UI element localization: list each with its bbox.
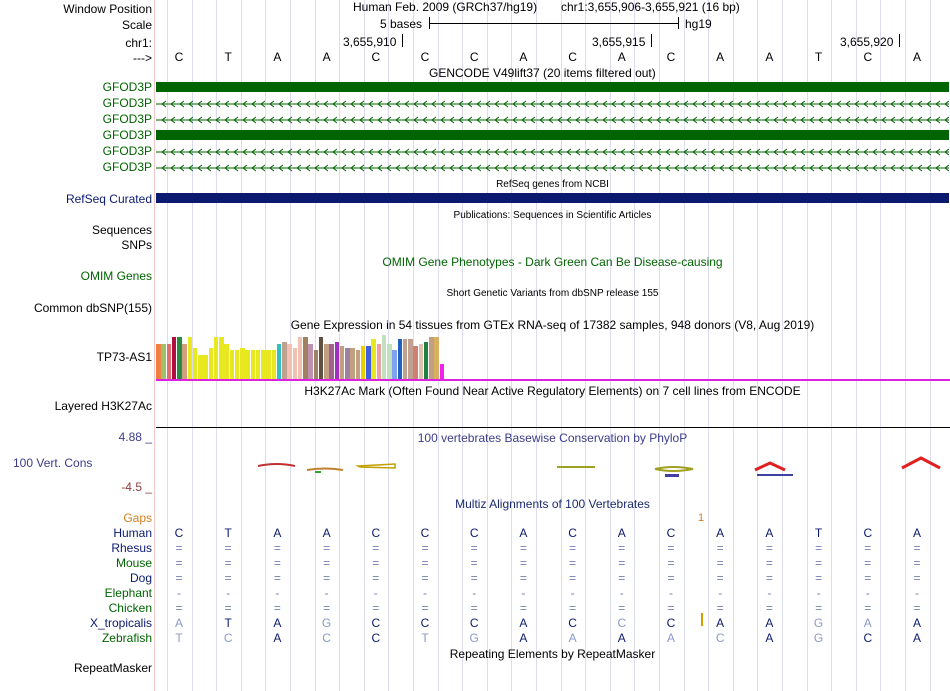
alignment-insertion-marker [701, 613, 703, 626]
alignment-base: = [175, 571, 183, 585]
gencode-exon-feature[interactable] [156, 82, 949, 92]
alignment-base: C [420, 526, 430, 540]
alignment-base: = [815, 601, 823, 615]
gtex-gene-label[interactable]: TP73-AS1 [96, 350, 152, 364]
refseq-track-title[interactable]: RefSeq genes from NCBI [496, 179, 609, 190]
alignment-base: = [372, 601, 380, 615]
gtex-tissue-bar[interactable] [361, 346, 366, 379]
alignment-base: = [618, 556, 626, 570]
alignment-base: = [519, 601, 527, 615]
alignment-base: - [619, 586, 624, 600]
dbsnp-track-label[interactable]: Common dbSNP(155) [33, 301, 152, 315]
position-tick-mark [899, 34, 900, 47]
alignment-base: A [765, 631, 774, 645]
gencode-exon-feature[interactable] [156, 130, 949, 140]
gencode-item-label[interactable]: GFOD3P [102, 112, 152, 126]
alignment-base: G [813, 616, 824, 630]
track-label-pane [0, 0, 155, 691]
alignment-base: = [815, 571, 823, 585]
gtex-tissue-bar[interactable] [371, 339, 376, 379]
alignment-base: T [175, 631, 183, 645]
gtex-tissue-bar[interactable] [156, 344, 161, 379]
species-label[interactable]: Chicken [108, 601, 152, 615]
alignment-base: = [421, 556, 429, 570]
alignment-base: = [815, 541, 823, 555]
alignment-base: - [767, 586, 772, 600]
alignment-base: A [273, 631, 282, 645]
dna-base: A [912, 50, 921, 64]
phylop-ymin-label: -4.5 _ [121, 480, 152, 494]
alignment-base: = [913, 571, 921, 585]
scale-db-label: hg19 [685, 17, 712, 31]
alignment-base: A [617, 631, 626, 645]
alignment-base: = [716, 571, 724, 585]
alignment-base: T [224, 526, 232, 540]
gencode-item-label[interactable]: GFOD3P [102, 128, 152, 142]
alignment-base: A [765, 526, 774, 540]
gencode-item-label[interactable]: GFOD3P [102, 80, 152, 94]
dna-base: T [814, 50, 823, 64]
alignment-base: C [715, 631, 725, 645]
alignment-base: C [469, 526, 479, 540]
window-position-label: Window Position [63, 2, 152, 16]
alignment-base: = [519, 571, 527, 585]
alignment-base: = [765, 571, 773, 585]
gtex-tissue-bar[interactable] [324, 344, 329, 379]
gtex-tissue-bar[interactable] [308, 344, 313, 379]
alignment-base: = [323, 556, 331, 570]
dna-base: T [224, 50, 232, 64]
gtex-tissue-bar[interactable] [429, 337, 434, 379]
alignment-base: = [175, 601, 183, 615]
alignment-base: A [273, 526, 282, 540]
alignment-base: A [519, 616, 528, 630]
gtex-tissue-bar[interactable] [440, 364, 445, 379]
gencode-intron-feature[interactable] [156, 146, 949, 156]
alignment-base: G [469, 631, 479, 645]
alignment-base: = [618, 541, 626, 555]
alignment-base: = [716, 601, 724, 615]
alignment-base: A [716, 526, 725, 540]
alignment-base: = [470, 571, 478, 585]
alignment-base: = [273, 601, 281, 615]
position-tick-mark [651, 34, 652, 47]
phylop-track-label[interactable]: 100 Vert. Cons [13, 456, 93, 470]
alignment-base: A [273, 616, 282, 630]
gtex-tissue-bar[interactable] [293, 348, 298, 379]
gtex-tissue-bar[interactable] [161, 344, 166, 379]
dna-base: C [371, 50, 381, 64]
alignment-base: = [224, 541, 232, 555]
alignment-base: T [814, 526, 823, 540]
gtex-tissue-bar[interactable] [382, 335, 387, 379]
alignment-base: = [765, 556, 773, 570]
repeatmasker-track-title[interactable]: Repeating Elements by RepeatMasker [449, 647, 656, 661]
alignment-base: A [912, 526, 921, 540]
gencode-intron-feature[interactable] [156, 114, 949, 124]
alignment-base: = [864, 571, 872, 585]
gtex-tissue-bar[interactable] [193, 348, 198, 379]
gtex-tissue-bar[interactable] [392, 350, 397, 379]
refseq-track-label[interactable]: RefSeq Curated [65, 192, 152, 206]
gtex-tissue-bar[interactable] [303, 337, 308, 379]
h3k27ac-baseline [156, 427, 950, 428]
species-label[interactable]: X_tropicalis [89, 616, 152, 630]
species-label[interactable]: Elephant [104, 586, 152, 600]
alignment-base: C [420, 616, 430, 630]
publications-snps-label[interactable]: SNPs [121, 238, 152, 252]
alignment-base: - [816, 586, 821, 600]
gtex-tissue-bar[interactable] [298, 337, 303, 379]
alignment-base: - [177, 586, 181, 600]
alignment-base: A [174, 616, 183, 630]
alignment-base: A [322, 526, 331, 540]
alignment-base: - [423, 586, 427, 600]
phylop-ymax-label: 4.88 _ [118, 430, 152, 444]
alignment-base: = [273, 571, 281, 585]
alignment-base: T [224, 616, 232, 630]
alignment-base: C [371, 616, 381, 630]
dna-base: C [568, 50, 577, 64]
alignment-base: - [472, 586, 477, 600]
gtex-tissue-bar[interactable] [224, 344, 229, 379]
gtex-tissue-bar[interactable] [272, 350, 277, 379]
species-label[interactable]: Zebrafish [101, 631, 152, 645]
h3k27ac-track-title[interactable]: H3K27Ac Mark (Often Found Near Active Regulatory Elements) on 7 cell lines from ENCODE [304, 384, 801, 398]
phylop-conservation-glyphs[interactable] [155, 455, 950, 480]
alignment-base: C [863, 631, 873, 645]
gtex-tissue-bar[interactable] [172, 337, 177, 379]
alignment-base: C [617, 616, 627, 630]
alignment-base: = [372, 556, 380, 570]
alignment-base: - [915, 586, 919, 600]
alignment-base: = [372, 541, 380, 555]
gencode-intron-feature[interactable] [156, 98, 949, 108]
alignment-base: = [716, 556, 724, 570]
gtex-tissue-bar[interactable] [282, 342, 287, 379]
gtex-tissue-bar[interactable] [350, 348, 355, 379]
alignment-base: C [666, 526, 676, 540]
gtex-tissue-bar[interactable] [356, 350, 361, 379]
alignment-base: = [765, 601, 773, 615]
alignment-base: = [667, 601, 675, 615]
gtex-tissue-bar[interactable] [245, 350, 250, 379]
alignment-base: = [569, 571, 577, 585]
repeatmasker-track-label[interactable]: RepeatMasker [73, 661, 152, 675]
alignment-base: = [667, 556, 675, 570]
alignment-base: - [324, 586, 329, 600]
alignment-base: A [765, 616, 774, 630]
alignment-base: C [863, 526, 873, 540]
alignment-base: = [175, 556, 183, 570]
alignment-base: = [864, 541, 872, 555]
gencode-intron-feature[interactable] [156, 162, 949, 172]
gtex-tissue-bar[interactable] [240, 348, 245, 379]
refseq-gene-feature[interactable] [156, 193, 949, 203]
omim-track-label[interactable]: OMIM Genes [80, 269, 152, 283]
scale-bar-right-tick [678, 17, 679, 29]
gtex-tissue-bar[interactable] [182, 344, 187, 379]
assembly-title: Human Feb. 2009 (GRCh37/hg19) [353, 0, 538, 14]
alignment-base: = [273, 556, 281, 570]
alignment-base: = [815, 556, 823, 570]
alignment-base: A [912, 631, 921, 645]
dna-base: C [666, 50, 676, 64]
gtex-tissue-bar[interactable] [424, 342, 429, 379]
species-label[interactable]: Mouse [115, 556, 152, 570]
alignment-base: C [223, 631, 233, 645]
chrom-label: chr1: [125, 36, 152, 50]
gtex-tissue-bar[interactable] [256, 350, 261, 379]
gtex-tissue-bar[interactable] [345, 348, 350, 379]
alignment-base: C [174, 526, 184, 540]
alignment-base: = [421, 571, 429, 585]
gtex-tissue-bar[interactable] [261, 350, 266, 379]
alignment-base: = [667, 571, 675, 585]
alignment-base: = [224, 571, 232, 585]
alignment-base: = [667, 541, 675, 555]
alignment-base: = [372, 571, 380, 585]
gtex-tissue-bar[interactable] [340, 346, 345, 379]
gtex-tissue-bar[interactable] [188, 337, 193, 379]
alignment-base: A [519, 526, 528, 540]
scale-label: Scale [121, 18, 152, 32]
gtex-baseline [156, 379, 950, 381]
alignment-base: = [618, 571, 626, 585]
alignment-base: C [568, 616, 577, 630]
alignment-base: = [569, 541, 577, 555]
alignment-base: - [521, 586, 526, 600]
gtex-track-title[interactable]: Gene Expression in 54 tissues from GTEx RNA-seq of 17382 samples, 948 donors (V8, Aug 2019) [290, 318, 815, 332]
alignment-base: - [865, 586, 870, 600]
gtex-tissue-bar[interactable] [314, 350, 319, 379]
strand-arrow-label[interactable]: ---> [133, 51, 152, 65]
alignment-base: A [716, 616, 725, 630]
dna-base: A [617, 50, 626, 64]
position-tick-label: 3,655,920 [840, 35, 894, 49]
alignment-base: = [175, 541, 183, 555]
gtex-expression-bars[interactable] [156, 333, 950, 379]
gencode-item-label[interactable]: GFOD3P [102, 96, 152, 110]
alignment-base: C [371, 631, 381, 645]
gtex-tissue-bar[interactable] [335, 342, 340, 379]
dna-base: A [322, 50, 331, 64]
dna-base: A [273, 50, 282, 64]
alignment-base: = [519, 541, 527, 555]
multiz-track-title[interactable]: Multiz Alignments of 100 Vertebrates [455, 497, 650, 511]
dna-base: C [469, 50, 479, 64]
species-label[interactable]: Human [113, 526, 152, 540]
gtex-tissue-bar[interactable] [319, 337, 324, 379]
gtex-tissue-bar[interactable] [387, 344, 392, 379]
alignment-base: = [569, 556, 577, 570]
gtex-tissue-bar[interactable] [214, 337, 219, 379]
omim-track-title[interactable]: OMIM Gene Phenotypes - Dark Green Can Be Disease-causing [382, 255, 723, 269]
dna-base: C [420, 50, 430, 64]
gtex-tissue-bar[interactable] [167, 344, 172, 379]
alignment-base: = [470, 556, 478, 570]
gtex-tissue-bar[interactable] [251, 350, 256, 379]
publications-sequences-label[interactable]: Sequences [91, 223, 152, 237]
scale-bar-line [429, 23, 679, 24]
alignment-base: = [864, 601, 872, 615]
alignment-base: C [469, 616, 479, 630]
gencode-item-label[interactable]: GFOD3P [102, 144, 152, 158]
gtex-tissue-bar[interactable] [203, 355, 208, 379]
gaps-label: Gaps [123, 511, 152, 525]
gtex-tissue-bar[interactable] [219, 337, 224, 379]
gtex-tissue-bar[interactable] [398, 339, 403, 379]
gtex-tissue-bar[interactable] [277, 344, 282, 379]
gencode-item-label[interactable]: GFOD3P [102, 160, 152, 174]
dna-base: A [716, 50, 725, 64]
dna-base: C [863, 50, 873, 64]
alignment-base: A [568, 631, 577, 645]
alignment-base: = [569, 601, 577, 615]
position-tick-mark [402, 34, 403, 47]
alignment-base: T [421, 631, 429, 645]
dna-base: A [765, 50, 774, 64]
alignment-base: C [568, 526, 577, 540]
gtex-tissue-bar[interactable] [177, 337, 182, 379]
gencode-track-title[interactable]: GENCODE V49lift37 (20 items filtered out) [429, 66, 656, 80]
scale-bar-text: 5 bases [380, 17, 423, 31]
alignment-base: G [321, 616, 332, 630]
h3k27ac-track-label[interactable]: Layered H3K27Ac [54, 399, 152, 413]
alignment-base: - [275, 586, 280, 600]
alignment-base: = [323, 601, 331, 615]
publications-track-title[interactable]: Publications: Sequences in Scientific Articles [453, 210, 652, 221]
alignment-base: = [716, 541, 724, 555]
alignment-base: - [373, 586, 378, 600]
dna-base: A [519, 50, 528, 64]
alignment-base: C [371, 526, 381, 540]
alignment-base: = [765, 541, 773, 555]
alignment-base: = [864, 556, 872, 570]
position-tick-label: 3,655,915 [592, 35, 646, 49]
alignment-base: = [224, 601, 232, 615]
position-tick-label: 3,655,910 [343, 35, 397, 49]
species-label[interactable]: Rhesus [111, 541, 152, 555]
alignment-base: = [421, 541, 429, 555]
gtex-tissue-bar[interactable] [287, 344, 292, 379]
alignment-base: = [618, 601, 626, 615]
gtex-tissue-bar[interactable] [403, 339, 408, 379]
alignment-base: - [718, 586, 723, 600]
gtex-tissue-bar[interactable] [408, 339, 413, 379]
dbsnp-track-title[interactable]: Short Genetic Variants from dbSNP release 155 [446, 288, 659, 299]
gtex-tissue-bar[interactable] [366, 346, 371, 379]
alignment-base: - [570, 586, 575, 600]
species-label[interactable]: Dog [129, 571, 152, 585]
gap-count: 1 [698, 512, 705, 524]
alignment-base: A [863, 616, 872, 630]
position-readout: chr1:3,655,906-3,655,921 (16 bp) [561, 0, 740, 14]
alignment-base: C [666, 616, 676, 630]
alignment-base: = [323, 571, 331, 585]
gtex-tissue-bar[interactable] [434, 337, 439, 379]
alignment-base: = [913, 601, 921, 615]
alignment-base: = [273, 541, 281, 555]
phylop-track-title[interactable]: 100 vertebrates Basewise Conservation by PhyloP [417, 431, 688, 445]
alignment-base: A [617, 526, 626, 540]
alignment-base: - [669, 586, 673, 600]
alignment-base: A [519, 631, 528, 645]
alignment-base: = [470, 601, 478, 615]
gtex-tissue-bar[interactable] [230, 350, 235, 379]
alignment-base: C [322, 631, 331, 645]
alignment-base: A [912, 616, 921, 630]
alignment-base: = [913, 556, 921, 570]
gtex-tissue-bar[interactable] [209, 348, 214, 379]
gtex-tissue-bar[interactable] [413, 346, 418, 379]
alignment-base: = [470, 541, 478, 555]
alignment-base: = [224, 556, 232, 570]
alignment-base: = [519, 556, 527, 570]
gtex-tissue-bar[interactable] [198, 355, 203, 379]
alignment-base: - [226, 586, 231, 600]
gtex-tissue-bar[interactable] [377, 344, 382, 379]
gtex-tissue-bar[interactable] [235, 350, 240, 379]
gtex-tissue-bar[interactable] [419, 344, 424, 379]
alignment-base: G [813, 631, 824, 645]
gtex-tissue-bar[interactable] [266, 350, 271, 379]
alignment-base: = [421, 601, 429, 615]
alignment-base: A [666, 631, 675, 645]
dna-base: C [174, 50, 184, 64]
alignment-base: = [323, 541, 331, 555]
alignment-base: = [913, 541, 921, 555]
gtex-tissue-bar[interactable] [329, 344, 334, 379]
